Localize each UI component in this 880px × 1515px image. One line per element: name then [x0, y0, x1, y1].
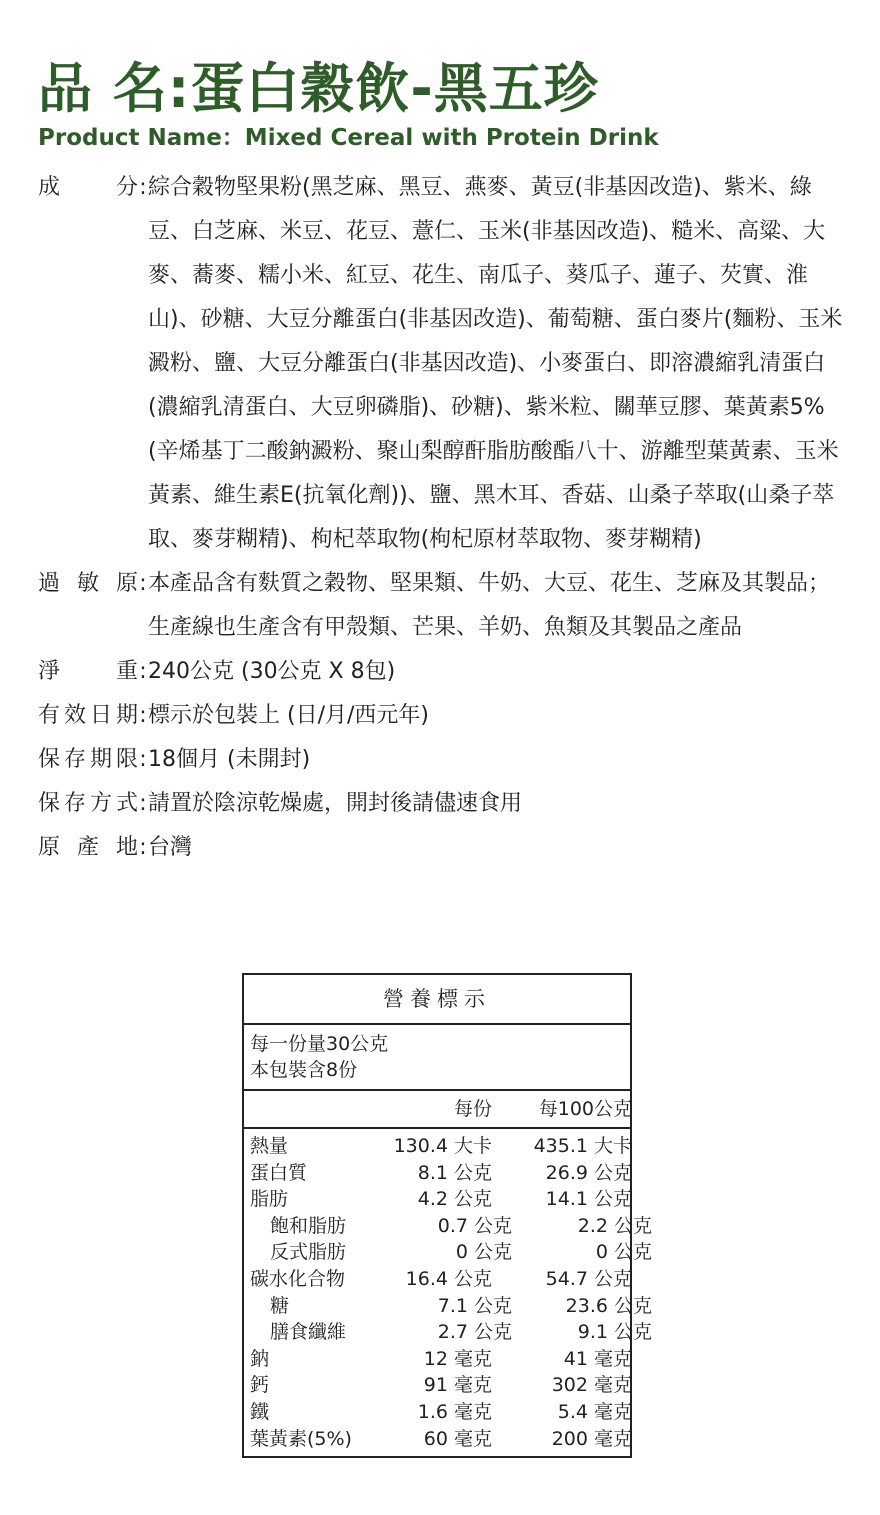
info-colon: : — [139, 703, 147, 728]
info-label-char: 成 — [38, 175, 61, 200]
info-row — [38, 782, 848, 826]
nutrition-row — [244, 1213, 652, 1240]
nutrition-row — [244, 1372, 630, 1399]
info-label-char: 淨 — [38, 659, 61, 684]
product-name-english: Product Name：Mixed Cereal with Protein Drink — [38, 125, 659, 151]
nutrient-name: 碳水化合物 — [250, 1267, 346, 1290]
nutrient-per-serving: 60 毫克 — [423, 1427, 492, 1450]
info-label-char: 產 — [76, 835, 99, 860]
info-value: 綜合穀物堅果粉(黑芝麻、黑豆、燕麥、黃豆(非基因改造)、紫米、綠豆、白芝麻、米豆、花豆、薏仁、玉米(非基因改造)、糙米、高粱、大麥、蕎麥、糯小米、紅豆、花生、南瓜子、葵瓜子、蓮子、芡實、淮山)、砂糖、大豆分離蛋白(非基因改造)、葡萄糖、蛋白麥片(麵粉、玉米澱粉、鹽、大豆分離蛋白(非基因改造)、小麥蛋白、即溶濃縮乳清蛋白(濃縮乳清蛋白、大豆卵磷脂)、砂糖)、紫米粒、關華豆膠、葉黃素5%(辛烯基丁二酸鈉澱粉、聚山梨醇酐脂肪酸酯八十、游離型葉黃素、玉米黃素、維生素E(抗氧化劑))、鹽、黑木耳、香菇、山桑子萃取(山桑子萃取、麥芽糊精)、枸杞萃取物(枸杞原材萃取物、麥芽糊精) — [148, 175, 843, 552]
nutrition-title: 營養標示 — [244, 975, 630, 1025]
info-colon: : — [139, 175, 147, 200]
nutrient-name: 糖 — [270, 1294, 290, 1317]
info-label-char: 期 — [89, 747, 112, 772]
info-colon: : — [139, 835, 147, 860]
info-value: 標示於包裝上 (日/月/西元年) — [148, 703, 429, 728]
info-value: 本產品含有麩質之穀物、堅果類、牛奶、大豆、花生、芝麻及其製品；生產線也生產含有甲殼類、芒果、羊奶、魚類及其製品之產品 — [148, 571, 831, 640]
nutrient-name: 鐵 — [250, 1400, 270, 1423]
nutrient-per-serving: 12 毫克 — [423, 1347, 492, 1370]
info-label-char: 原 — [115, 571, 138, 596]
nutrient-per-100g: 0 公克 — [595, 1241, 652, 1264]
nutrient-name: 飽和脂肪 — [270, 1214, 347, 1237]
nutrition-column-header — [244, 1091, 630, 1129]
nutrient-per-serving: 0.7 公克 — [437, 1214, 512, 1237]
nutrient-per-100g: 302 毫克 — [551, 1374, 632, 1397]
nutrient-per-100g: 23.6 公克 — [565, 1294, 652, 1317]
info-label-char: 有 — [38, 703, 61, 728]
nutrition-facts-table — [242, 973, 652, 1458]
info-row — [38, 562, 848, 650]
info-label-char: 敏 — [76, 571, 99, 596]
info-label-char: 期 — [115, 703, 138, 728]
nutrition-row — [244, 1160, 630, 1187]
nutrition-serving-info — [244, 1025, 630, 1091]
info-colon: : — [139, 791, 147, 816]
info-label-char: 效 — [63, 703, 86, 728]
nutrition-row — [244, 1426, 630, 1453]
info-value: 240公克 (30公克 X 8包) — [148, 659, 396, 684]
nutrient-name: 膳食纖維 — [270, 1321, 347, 1344]
info-row — [38, 650, 848, 694]
nutrient-per-serving: 7.1 公克 — [437, 1294, 512, 1317]
info-label-char: 分 — [115, 175, 138, 200]
nutrient-per-serving: 8.1 公克 — [417, 1161, 492, 1184]
info-label-char: 式 — [115, 791, 138, 816]
info-value: 18個月 (未開封) — [148, 747, 311, 772]
info-label-char: 地 — [115, 835, 138, 860]
info-label — [38, 650, 138, 694]
info-value: 請置於陰涼乾燥處，開封後請儘速食用 — [148, 791, 523, 816]
info-label-char: 存 — [63, 747, 86, 772]
nutrient-per-100g: 26.9 公克 — [545, 1161, 632, 1184]
nutrient-per-100g: 2.2 公克 — [577, 1214, 652, 1237]
info-row — [38, 166, 848, 562]
info-label — [38, 738, 138, 782]
nutrient-per-100g: 435.1 大卡 — [533, 1135, 632, 1157]
nutrition-row — [244, 1293, 652, 1320]
info-label-char: 存 — [63, 791, 86, 816]
nutrient-per-serving: 1.6 毫克 — [417, 1400, 492, 1423]
serving-size: 每一份量30公克 — [250, 1033, 389, 1055]
column-header-per-serving: 每份 — [453, 1098, 492, 1120]
info-value: 台灣 — [148, 835, 193, 860]
product-info-list — [38, 166, 848, 870]
info-label-char: 方 — [89, 791, 112, 816]
nutrient-per-100g: 5.4 毫克 — [557, 1400, 632, 1423]
nutrient-per-serving: 0 公克 — [455, 1241, 512, 1264]
info-label-char: 限 — [115, 747, 138, 772]
nutrient-per-serving: 16.4 公克 — [405, 1267, 492, 1290]
nutrition-row — [244, 1133, 630, 1160]
info-colon: : — [139, 747, 147, 772]
nutrient-per-100g: 41 毫克 — [563, 1347, 632, 1370]
info-label-char: 原 — [38, 835, 61, 860]
nutrient-per-serving: 91 毫克 — [423, 1374, 492, 1397]
nutrition-row — [244, 1239, 652, 1266]
nutrient-name: 脂肪 — [250, 1188, 289, 1211]
nutrient-name: 蛋白質 — [250, 1161, 308, 1184]
nutrient-name: 反式脂肪 — [270, 1241, 347, 1264]
info-colon: : — [139, 659, 147, 684]
info-label-char: 過 — [38, 571, 61, 596]
nutrient-per-100g: 54.7 公克 — [545, 1267, 632, 1290]
nutrition-rows — [244, 1129, 652, 1456]
nutrition-row — [244, 1266, 630, 1293]
nutrient-name: 熱量 — [250, 1135, 289, 1157]
info-row — [38, 826, 848, 870]
product-title: 品 名:蛋白穀飲-黑五珍 — [38, 57, 599, 120]
nutrition-row — [244, 1346, 630, 1373]
nutrient-name: 鈣 — [250, 1374, 270, 1397]
nutrient-name: 鈉 — [250, 1347, 270, 1370]
info-label-char: 日 — [89, 703, 112, 728]
info-row — [38, 738, 848, 782]
info-label — [38, 562, 138, 650]
nutrient-name: 葉黃素(5%) — [250, 1427, 352, 1450]
info-label — [38, 694, 138, 738]
nutrient-per-100g: 14.1 公克 — [545, 1188, 632, 1211]
nutrient-per-100g: 200 毫克 — [551, 1427, 632, 1450]
info-label-char: 保 — [38, 791, 61, 816]
info-label — [38, 166, 138, 562]
servings-per-pack: 本包裝含8份 — [250, 1059, 358, 1081]
nutrient-per-serving: 130.4 大卡 — [393, 1135, 492, 1157]
nutrition-row — [244, 1319, 652, 1346]
column-header-per-100g: 每100公克 — [538, 1098, 632, 1120]
nutrient-per-serving: 4.2 公克 — [417, 1188, 492, 1211]
nutrition-row — [244, 1399, 630, 1426]
nutrient-per-serving: 2.7 公克 — [437, 1321, 512, 1344]
column-header-name — [244, 1091, 374, 1127]
info-colon: : — [139, 571, 147, 596]
nutrient-per-100g: 9.1 公克 — [577, 1321, 652, 1344]
info-label — [38, 826, 138, 870]
nutrition-row — [244, 1186, 630, 1213]
info-label — [38, 782, 138, 826]
info-row — [38, 694, 848, 738]
info-label-char: 保 — [38, 747, 61, 772]
info-label-char: 重 — [115, 659, 138, 684]
